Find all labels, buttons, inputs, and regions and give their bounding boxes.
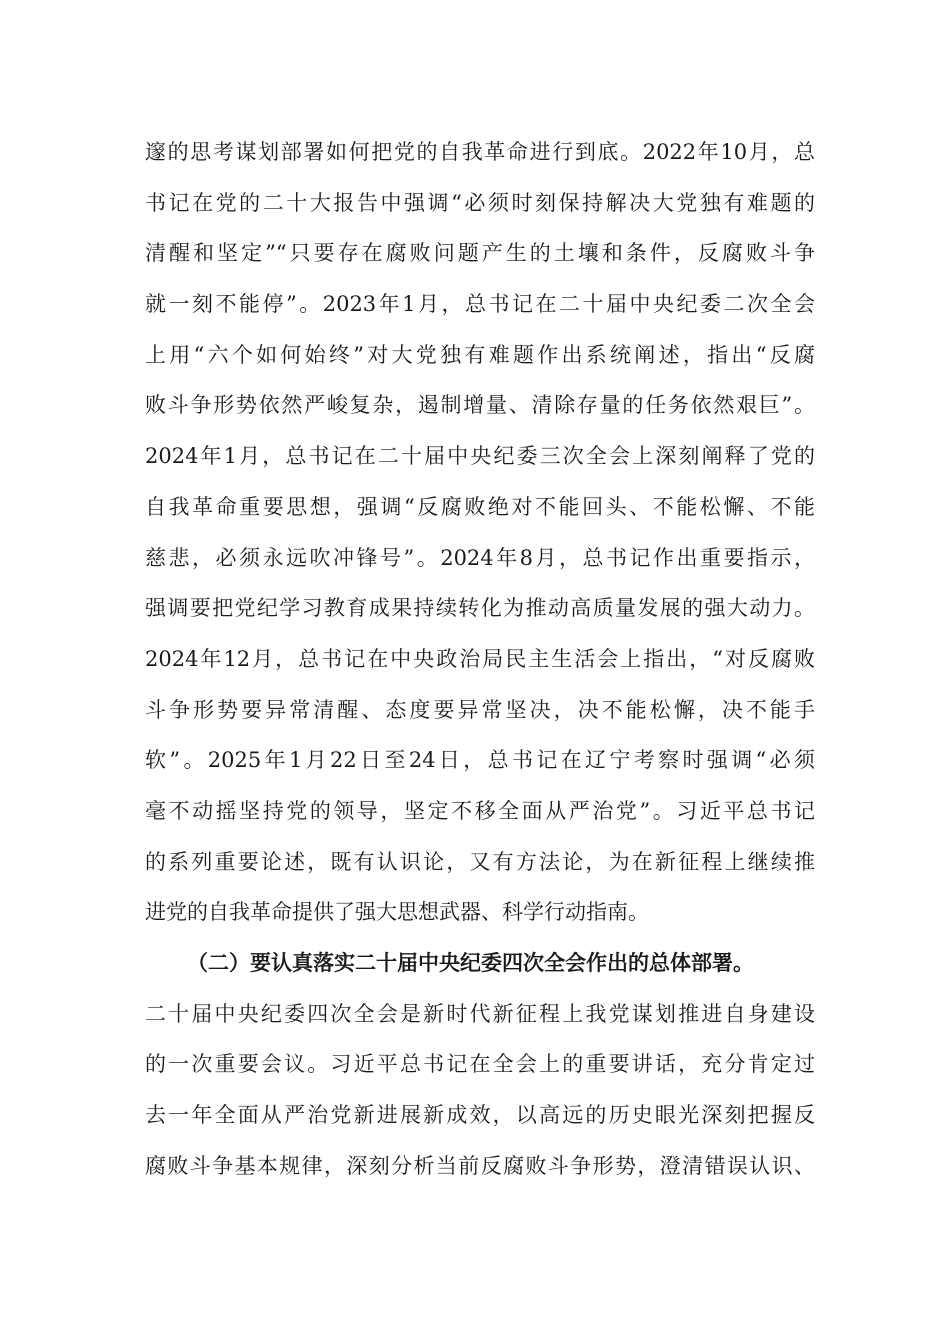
text-line: 软”。2025年1月22日至24日，总书记在辽宁考察时强调“必须 [145,748,815,773]
text-line: 斗争形势要异常清醒、态度要异常坚决，决不能松懈，决不能手 [145,697,815,722]
text-line: 的系列重要论述，既有认识论，又有方法论，为在新征程上继续推 [145,849,815,874]
text-line: 2024年12月，总书记在中央政治局民主生活会上指出，“对反腐败 [145,646,815,671]
text-line: 毫不动摇坚持党的领导，坚定不移全面从严治党”。习近平总书记 [145,798,815,823]
text-line: 上用“六个如何始终”对大党独有难题作出系统阐述，指出“反腐 [145,342,815,367]
text-line: 就一刻不能停”。2023年1月，总书记在二十届中央纪委二次全会 [145,292,815,317]
text-line: 慈悲，必须永远吹冲锋号”。2024年8月，总书记作出重要指示， [145,545,815,570]
text-line: 邃的思考谋划部署如何把党的自我革命进行到底。2022年10月，总 [145,140,815,164]
text-line: 2024年1月，总书记在二十届中央纪委三次全会上深刻阐释了党的 [145,444,815,469]
text-line: 书记在党的二十大报告中强调“必须时刻保持解决大党独有难题的 [145,190,815,215]
section-heading: （二）要认真落实二十届中央纪委四次全会作出的总体部署。 [187,950,754,975]
body-text [145,132,815,1196]
text-line: 的一次重要会议。习近平总书记在全会上的重要讲话，充分肯定过 [145,1052,815,1077]
text-line: 进党的自我革命提供了强大思想武器、科学行动指南。 [145,900,649,925]
text-line: 强调要把党纪学习教育成果持续转化为推动高质量发展的强大动力。 [145,596,815,621]
text-line: 自我革命重要思想，强调“反腐败绝对不能回头、不能松懈、不能 [145,494,815,519]
text-line: 清醒和坚定”“只要存在腐败问题产生的土壤和条件，反腐败斗争 [145,241,815,266]
text-line: 二十届中央纪委四次全会是新时代新征程上我党谋划推进自身建设 [145,1001,815,1026]
text-line: 败斗争形势依然严峻复杂，遏制增量、清除存量的任务依然艰巨”。 [145,393,815,418]
text-line: 去一年全面从严治党新进展新成效，以高远的历史眼光深刻把握反 [145,1103,815,1128]
text-line: 腐败斗争基本规律，深刻分析当前反腐败斗争形势，澄清错误认识、 [145,1153,815,1178]
